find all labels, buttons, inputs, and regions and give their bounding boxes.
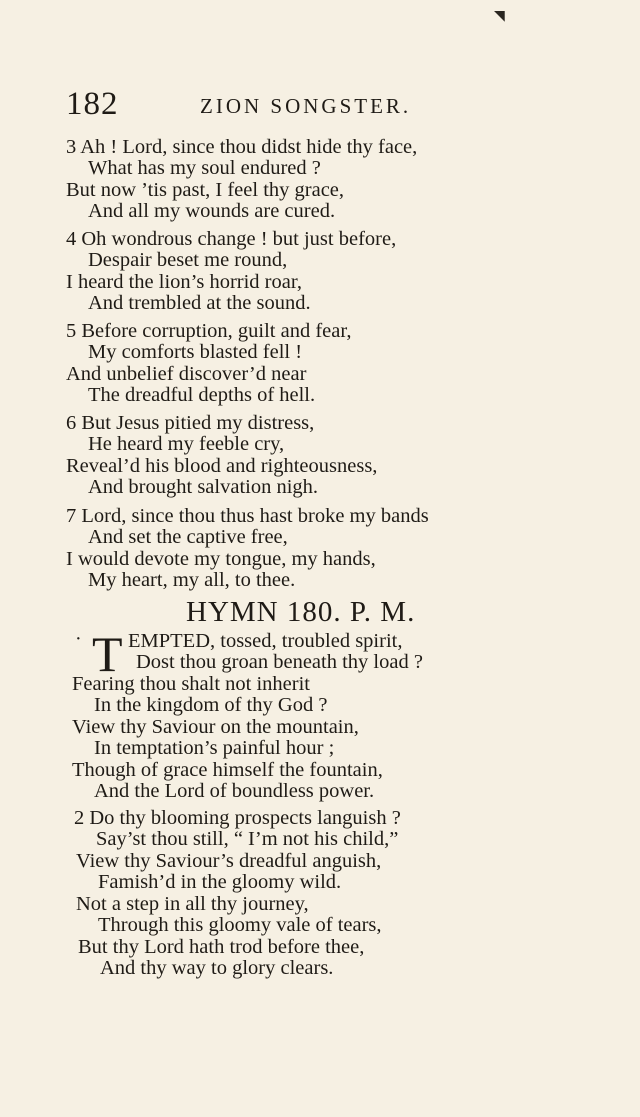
hymn-stanza-2-line-7: But thy Lord hath trod before thee,: [78, 936, 365, 958]
hymn-stanza-1-line-4: In the kingdom of thy God ?: [94, 694, 328, 716]
hymn-stanza-2-line-2: Say’st thou still, “ I’m not his child,”: [96, 828, 399, 850]
hymn-stanza-1-line-3: Fearing thou shalt not inherit: [72, 673, 310, 695]
stanza-6-line-4: And brought salvation nigh.: [88, 476, 319, 498]
stanza-7-line-3: I would devote my tongue, my hands,: [66, 548, 376, 570]
hymn-stanza-1-line-2: Dost thou groan beneath thy load ?: [136, 651, 423, 673]
hymn-stanza-2-line-6: Through this gloomy vale of tears,: [98, 914, 382, 936]
drop-cap: T: [92, 626, 123, 682]
stanza-3-line-4: And all my wounds are cured.: [88, 200, 336, 222]
stanza-4-line-1: 4 Oh wondrous change ! but just before,: [66, 228, 397, 250]
hymn-stanza-2-line-8: And thy way to glory clears.: [100, 957, 334, 979]
stanza-6-line-3: Reveal’d his blood and righteousness,: [66, 455, 378, 477]
stanza-7-line-4: My heart, my all, to thee.: [88, 569, 296, 591]
stanza-4-line-3: I heard the lion’s horrid roar,: [66, 271, 302, 293]
hymn-stanza-1-line-5: View thy Saviour on the mountain,: [72, 716, 359, 738]
stanza-6-line-1: 6 But Jesus pitied my distress,: [66, 412, 315, 434]
hymn-stanza-1-line-8: And the Lord of boundless power.: [94, 780, 375, 802]
stanza-7-line-1: 7 Lord, since thou thus hast broke my bands: [66, 505, 429, 527]
bullet-mark: ·: [75, 628, 82, 650]
stanza-5-line-4: The dreadful depths of hell.: [88, 384, 316, 406]
hymn-stanza-2-line-5: Not a step in all thy journey,: [76, 893, 309, 915]
stanza-6-line-2: He heard my feeble cry,: [88, 433, 285, 455]
stanza-3-line-1: 3 Ah ! Lord, since thou didst hide thy face,: [66, 136, 418, 158]
hymn-stanza-2-line-3: View thy Saviour’s dreadful anguish,: [76, 850, 382, 872]
stanza-5-line-1: 5 Before corruption, guilt and fear,: [66, 320, 352, 342]
stanza-3-line-2: What has my soul endured ?: [88, 157, 321, 179]
hymn-stanza-2-line-1: 2 Do thy blooming prospects languish ?: [74, 807, 401, 829]
hymn-stanza-1-line-6: In temptation’s painful hour ;: [94, 737, 335, 759]
stanza-3-line-3: But now ’tis past, I feel thy grace,: [66, 179, 345, 201]
stanza-4-line-2: Despair beset me round,: [88, 249, 288, 271]
page-number: 182: [66, 86, 119, 122]
stanza-4-line-4: And trembled at the sound.: [88, 292, 311, 314]
hymn-stanza-1-line-7: Though of grace himself the fountain,: [72, 759, 383, 781]
hymn-title: HYMN 180. P. M.: [186, 596, 416, 628]
stanza-7-line-2: And set the captive free,: [88, 526, 288, 548]
hymn-stanza-2-line-4: Famish’d in the gloomy wild.: [98, 871, 342, 893]
page-header: [66, 86, 586, 126]
hymn-stanza-1-line-1: EMPTED, tossed, troubled spirit,: [128, 630, 403, 652]
corner-mark-icon: ◥: [494, 9, 505, 24]
stanza-5-line-2: My comforts blasted fell !: [88, 341, 303, 363]
stanza-5-line-3: And unbelief discover’d near: [66, 363, 307, 385]
running-title: ZION SONGSTER.: [200, 94, 412, 118]
